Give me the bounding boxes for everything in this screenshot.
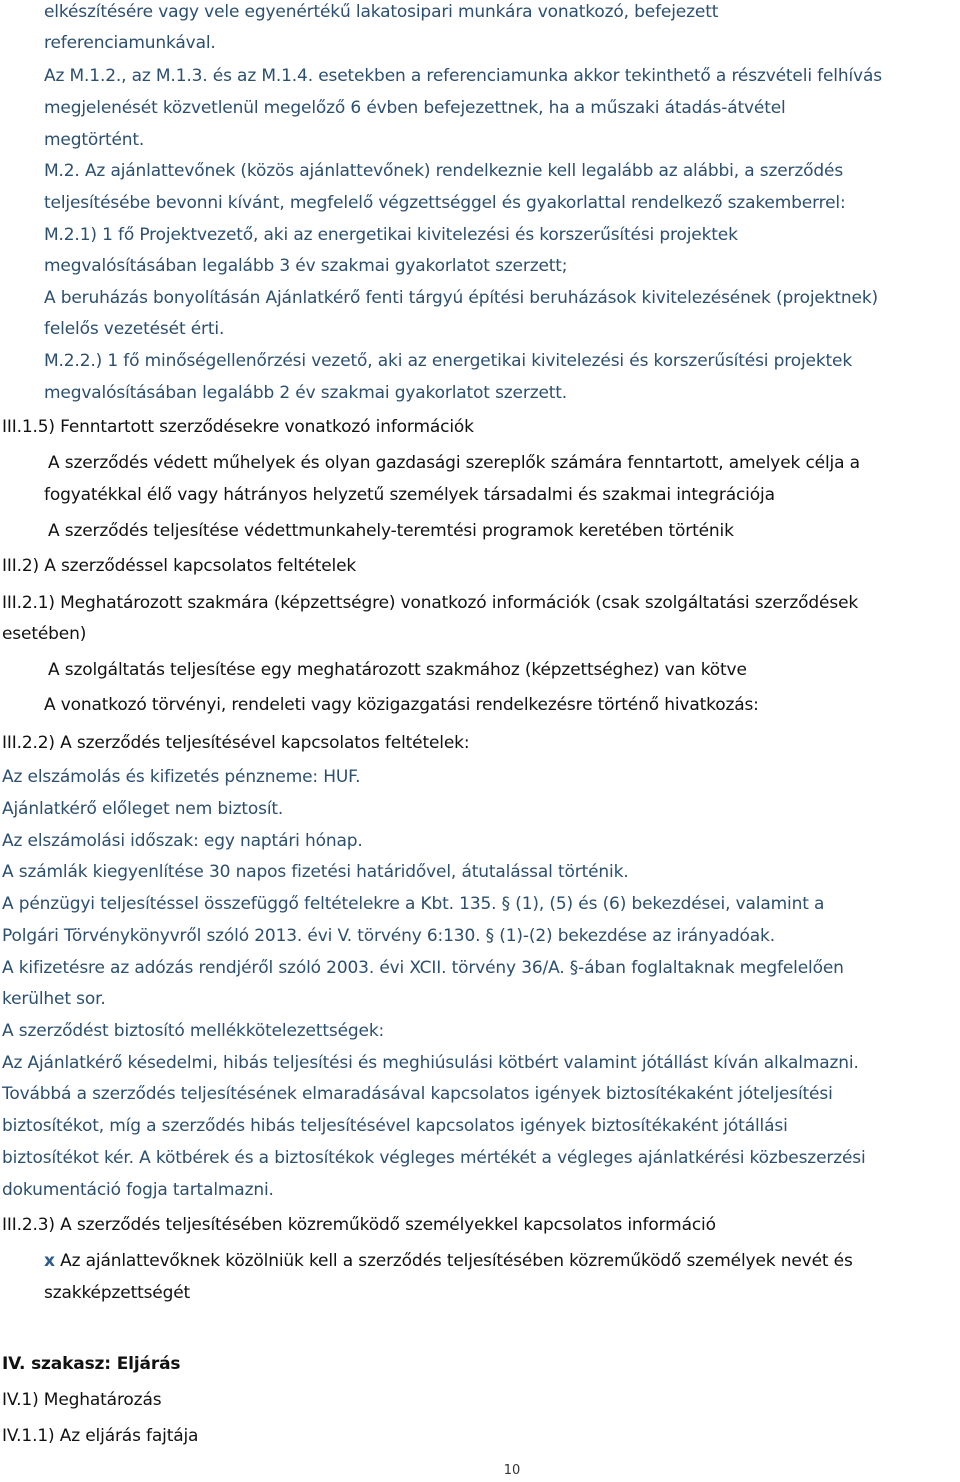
section-heading: III.2.2) A szerződés teljesítésével kapcsolatos feltételek: — [2, 733, 470, 753]
text-line: felelős vezetését érti. — [44, 319, 225, 339]
text-line: A vonatkozó törvényi, rendeleti vagy közigazgatási rendelkezésre történő hivatkozás: — [44, 695, 759, 715]
text-line: teljesítésébe bevonni kívánt, megfelelő végzettséggel és gyakorlattal rendelkező szakemberrel: — [44, 193, 846, 213]
text-line-content: Az ajánlattevőknek közölniük kell a szerződés teljesítésében közreműködő személyek nevét és — [60, 1251, 853, 1271]
section-heading: III.2.1) Meghatározott szakmára (képzettségre) vonatkozó információk (csak szolgáltatási szerződések — [2, 593, 859, 613]
section-heading: IV. szakasz: Eljárás — [2, 1354, 181, 1374]
condition-line: A számlák kiegyenlítése 30 napos fizetési határidővel, átutalással történik. — [2, 862, 629, 882]
text-line: M.2.1) 1 fő Projektvezető, aki az energetikai kivitelezési és korszerűsítési projektek — [44, 225, 738, 245]
section-heading: III.2) A szerződéssel kapcsolatos feltételek — [2, 556, 357, 576]
condition-line: A szerződést biztosító mellékkötelezettségek: — [2, 1021, 385, 1041]
text-line: fogyatékkal élő vagy hátrányos helyzetű személyek társadalmi és szakmai integrációja — [44, 485, 775, 505]
condition-line: Ajánlatkérő előleget nem biztosít. — [2, 799, 284, 819]
section-heading: esetében) — [2, 624, 87, 644]
condition-line: Továbbá a szerződés teljesítésének elmaradásával kapcsolatos igények biztosítékaként jóteljesítési — [2, 1084, 833, 1104]
text-line: M.2. Az ajánlattevőnek (közös ajánlattevőnek) rendelkeznie kell legalább az alábbi, a szerződés — [44, 161, 844, 181]
text-line: M.2.2.) 1 fő minőségellenőrzési vezető, aki az energetikai kivitelezési és korszerűsítési projektek — [44, 351, 853, 371]
text-line: megvalósításában legalább 2 év szakmai gyakorlatot szerzett. — [44, 383, 568, 403]
text-line: A szerződés teljesítése védettmunkahely-teremtési programok keretében történik — [48, 521, 734, 541]
text-line: A szerződés védett műhelyek és olyan gazdasági szereplők számára fenntartott, amelyek célja a — [48, 453, 860, 473]
checked-mark: x — [44, 1251, 55, 1271]
section-heading: III.2.3) A szerződés teljesítésében közreműködő személyekkel kapcsolatos információ — [2, 1215, 716, 1235]
condition-line: kerülhet sor. — [2, 989, 106, 1009]
page-number: 10 — [503, 1463, 521, 1478]
text-line: szakképzettségét — [44, 1283, 191, 1303]
condition-line: Polgári Törvénykönyvről szóló 2013. évi V. törvény 6:130. § (1)-(2) bekezdése az irányadóak. — [2, 926, 775, 946]
condition-line: biztosítékot kér. A kötbérek és a biztosítékok végleges mértékét a végleges ajánlatkérési közbeszerzési — [2, 1148, 866, 1168]
text-line: megvalósításában legalább 3 év szakmai gyakorlatot szerzett; — [44, 256, 568, 276]
condition-line: dokumentáció fogja tartalmazni. — [2, 1180, 274, 1200]
text-line: A beruházás bonyolításán Ajánlatkérő fenti tárgyú építési beruházások kivitelezésének (projektnek) — [44, 288, 879, 308]
condition-line: Az elszámolási időszak: egy naptári hónap. — [2, 831, 363, 851]
text-line: A szolgáltatás teljesítése egy meghatározott szakmához (képzettséghez) van kötve — [48, 660, 747, 680]
section-heading: IV.1.1) Az eljárás fajtája — [2, 1426, 199, 1446]
text-line: referenciamunkával. — [44, 33, 216, 53]
section-heading: IV.1) Meghatározás — [2, 1390, 162, 1410]
condition-line: A pénzügyi teljesítéssel összefüggő feltételekre a Kbt. 135. § (1), (5) és (6) bekezdései, valamint a — [2, 894, 825, 914]
condition-line: A kifizetésre az adózás rendjéről szóló 2003. évi XCII. törvény 36/A. §-ában foglaltaknak megfelelően — [2, 958, 844, 978]
section-heading: III.1.5) Fenntartott szerződésekre vonatkozó információk — [2, 417, 474, 437]
text-line: megjelenését közvetlenül megelőző 6 évben befejezettnek, ha a műszaki átadás-átvétel — [44, 98, 786, 118]
text-line: elkészítésére vagy vele egyenértékű lakatosipari munkára vonatkozó, befejezett — [44, 2, 719, 22]
condition-line: Az Ajánlatkérő késedelmi, hibás teljesítési és meghiúsulási kötbért valamint jótállást kíván alkalmazni. — [2, 1053, 859, 1073]
condition-line: biztosítékot, míg a szerződés hibás teljesítésével kapcsolatos igények biztosítékaként jótállási — [2, 1116, 788, 1136]
text-line — [44, 1249, 853, 1273]
condition-line: Az elszámolás és kifizetés pénzneme: HUF. — [2, 767, 361, 787]
text-line: Az M.1.2., az M.1.3. és az M.1.4. esetekben a referenciamunka akkor tekinthető a részvételi felhívás — [44, 66, 882, 86]
text-line: megtörtént. — [44, 130, 145, 150]
